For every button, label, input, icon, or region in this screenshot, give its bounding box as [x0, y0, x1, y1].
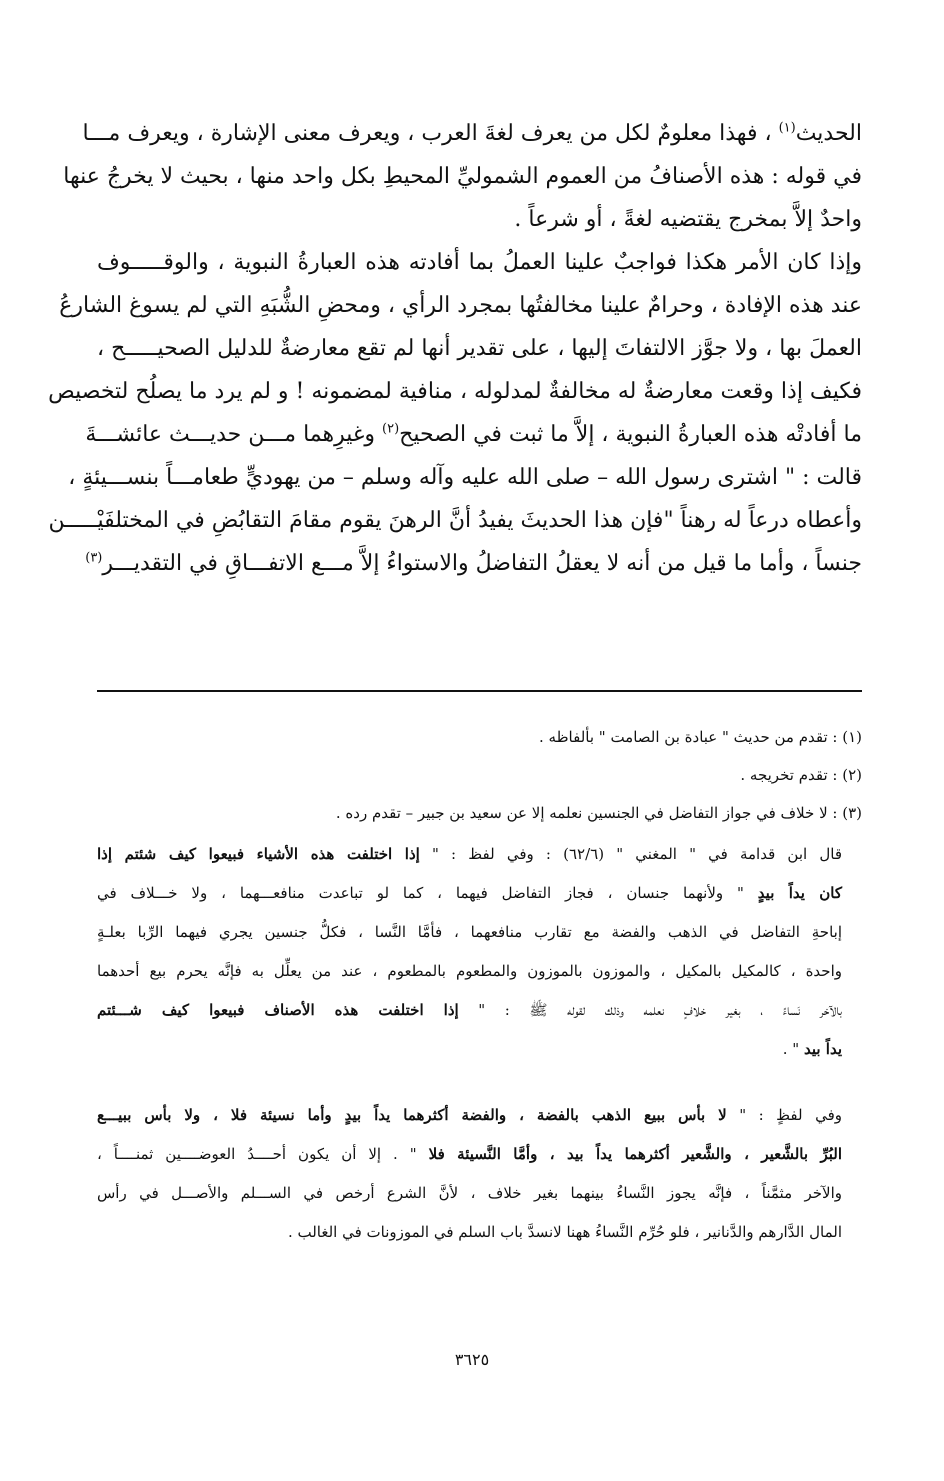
footnote-3: (٣) : لا خلاف في جواز التفاضل في الجنسين نعلمه إلا عن سعيد بن جبير – تقدم رده . — [335, 804, 862, 822]
footnote-ref-1[interactable]: (١) — [778, 120, 796, 136]
quote1-line-5 — [97, 991, 842, 1030]
footnote-ref-2[interactable]: (٢) — [382, 421, 400, 437]
hadith-text: كان يداً بيدٍ — [757, 884, 842, 902]
footnote-3-quote-ibn-qudama — [97, 835, 842, 1069]
commentary-text: إباحةِ التفاضل في الذهب والفضة مع تقارب منافعهما ، فأمَّا النَّسا ، فكلُّ جنسين يجري فيهما الرِّبا بعلـةٍ — [97, 923, 842, 941]
main-line-5: عند هذه الإفادة ، وحرامٌ علينا مخالفتُها بمجرد الرأي ، ومحضِ الشُّبَهِ التي لم يسوغ الشارعُ — [59, 293, 862, 318]
commentary-text: قال ابن قدامة في " المغني " (٦٢/٦) : وفي لفظ : " — [419, 845, 842, 863]
main-line-1: الحديث$^{(١)}$ ، فهذا معلومٌ لكل من يعرف لغةَ العرب ، ويعرف معنى الإشارة ، ويعرف مـــا — [82, 120, 862, 146]
quote1-line-2 — [97, 874, 842, 913]
commentary-text: المال الدَّارهم والدَّنانير ، فلو حُرِّم النَّساءُ ههنا لانسدَّ باب السلم في الموزونات في الغالب . — [287, 1223, 842, 1241]
quote2-line-4 — [97, 1213, 842, 1252]
quote2-line-1 — [97, 1096, 842, 1135]
main-line-11: جنساً ، وأما ما قيل من أنه لا يعقلُ التفاضلُ والاستواءُ إلاَّ مـــع الاتفـــاقِ في التقديـــر$^{(٣)}$ — [85, 550, 862, 576]
main-line-8: ما أفادتْه هذه العبارةُ النبوية ، إلاَّ ما ثبت في الصحيح$^{(٢)}$ وغيرِهما مـــن حديـــث عائشـــةَ — [85, 421, 862, 447]
footnote-1: (١) : تقدم من حديث " عبادة بن الصامت " بألفاظه . — [539, 728, 862, 746]
footnote-2: (٢) : تقدم تخريجه . — [740, 766, 862, 784]
page-number: ٣٦٢٥ — [454, 1350, 490, 1369]
main-line-10: وأعطاه درعاً له رهناً "فإن هذا الحديثَ يفيدُ أنَّ الرهنَ يقوم مقامَ التقابُضِ في المختلفَيْـــــن — [48, 508, 862, 533]
commentary-text: والآخر مثمَّناً ، فإنَّه يجوز النَّساءُ بينهما بغير خلاف ، لأنَّ الشرع أرخص في الســـلم والأصـــل في رأس — [97, 1184, 842, 1202]
footnote-3-quote-other-wording — [97, 1096, 842, 1252]
commentary-text: " . — [782, 1040, 804, 1058]
commentary-text: واحدة ، كالمكيل بالمكيل ، والموزون بالموزون والمطعوم بالمطعوم ، عند من يعلِّل به فإنَّه يحرم بيع أحدهما — [97, 962, 842, 980]
footnote-divider — [97, 690, 862, 692]
quote2-line-3 — [97, 1174, 842, 1213]
quote1-line-3 — [97, 913, 842, 952]
footnotes-block — [97, 718, 862, 832]
hadith-text: إذا اختلفت هذه الأشياء فبيعوا كيف شئتم إذا — [97, 845, 420, 863]
commentary-text: " . إلا أن يكون أحــــدُ العوضــــين ثمنــــاً ، — [97, 1145, 429, 1163]
hadith-text: إذا اختلفت هذه الأصناف فبيعوا كيف شـــئتم — [97, 1001, 459, 1019]
main-line-7: فكيف إذا وقعت معارضةٌ له مخالفةٌ لمدلوله ، منافية لمضمونه ! و لم يرد ما يصلُح لتخصيص — [48, 379, 862, 404]
hadith-text: البُرِّ بالشَّعير ، والشَّعير أكثرهما يداً بيد ، وأمَّا النَّسيئة فلا — [428, 1145, 842, 1163]
main-line-4: وإذا كان الأمر هكذا فواجبٌ علينا العملُ بما أفادته هذه العبارةُ النبوية ، والوقـــــوف — [97, 250, 862, 275]
quote2-line-2 — [97, 1135, 842, 1174]
hadith-text: يداً بيد — [803, 1040, 842, 1058]
quote1-line-4 — [97, 952, 842, 991]
commentary-text: " ولأنهما جنسان ، فجاز التفاضل فيهما ، كما لو تباعدت منافعـــهما ، ولا خـــلاف في — [97, 884, 758, 902]
main-line-2: في قوله : هذه الأصنافُ من العموم الشموليِّ المحيطِ بكل واحد منها ، بحيث لا يخرجُ عنها — [63, 164, 862, 189]
quote1-line-1 — [97, 835, 842, 874]
commentary-text: بالآخر نَساءً ، بغير خلافٍ نعلمه وذلك لقوله ﷺ : " — [458, 1001, 842, 1019]
main-line-9: قالت : " اشترى رسول الله – صلى الله عليه وآله وسلم – من يهوديٍّ طعامـــاً بنســـيئةٍ ، — [68, 465, 862, 490]
main-line-3: واحدٌ إلاَّ بمخرج يقتضيه لغةً ، أو شرعاً . — [514, 207, 862, 232]
quote1-line-6 — [97, 1030, 842, 1069]
main-text-block — [48, 112, 862, 585]
main-line-6: العملَ بها ، ولا جوَّز الالتفاتَ إليها ، على تقدير أنها لم تقع معارضةٌ للدليل الصحيـــــح ، — [97, 336, 862, 361]
footnote-ref-3[interactable]: (٣) — [85, 550, 103, 566]
hadith-text: لا بأس ببيع الذهب بالفضة ، والفضة أكثرهما يداً بيدٍ وأما نسيئة فلا ، ولا بأس ببيـــع — [97, 1106, 727, 1124]
commentary-text: وفي لفظٍ : " — [726, 1106, 842, 1124]
